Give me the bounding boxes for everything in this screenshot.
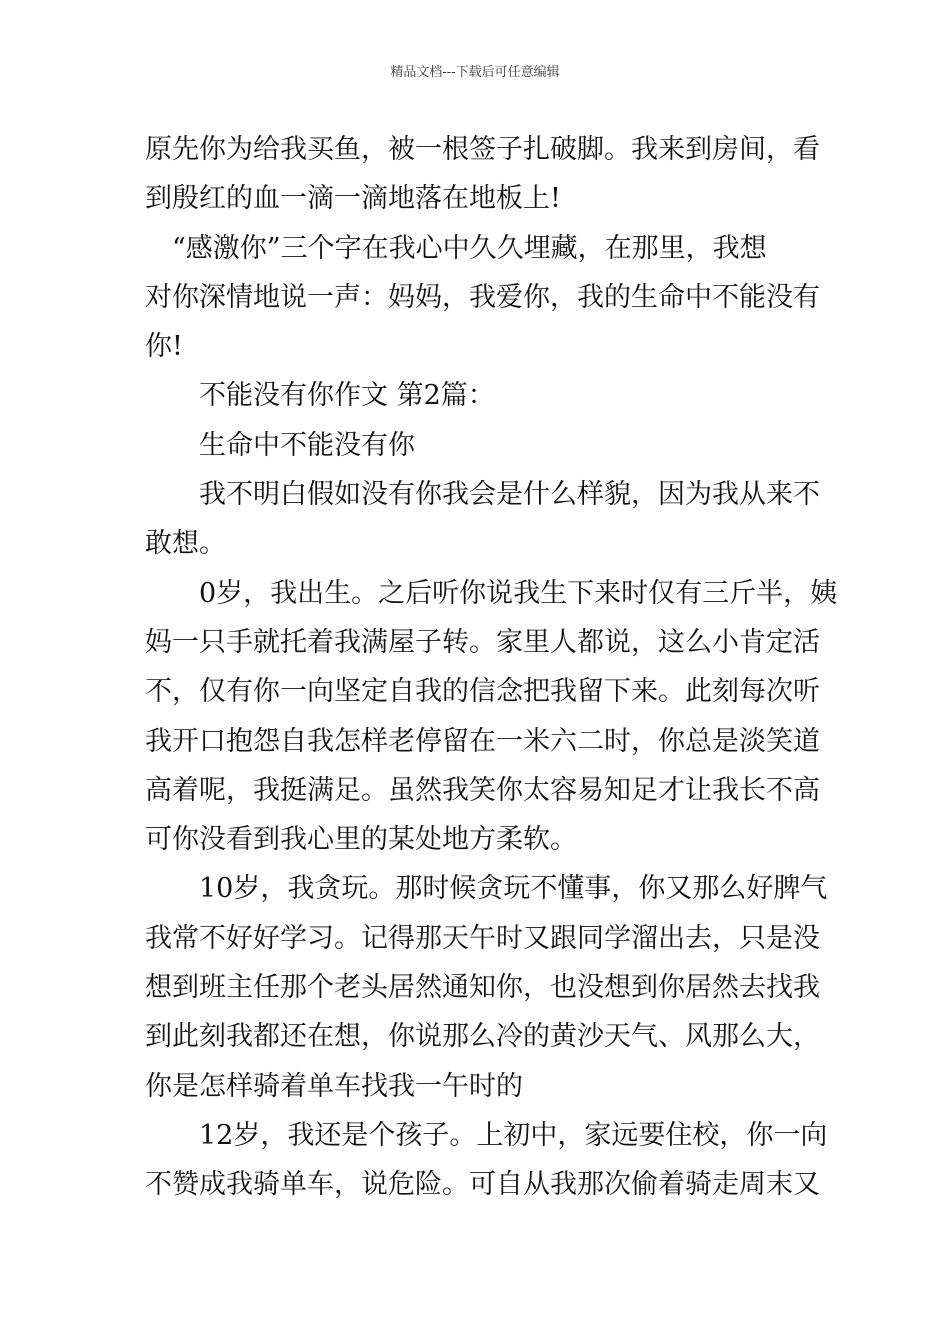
text-line: 对你深情地说一声：妈妈，我爱你，我的生命中不能没有 bbox=[145, 281, 820, 313]
text-line: 想到班主任那个老头居然通知你，也没想到你居然去找我 bbox=[145, 972, 820, 1004]
paragraph-3 bbox=[145, 470, 820, 569]
text-line: 我常不好好学习。记得那天午时又跟同学溜出去，只是没 bbox=[145, 922, 820, 954]
text-line: 到殷红的血一滴一滴地落在地板上! bbox=[145, 183, 561, 215]
text-line: 妈一只手就托着我满屋子转。家里人都说，这么小肯定活 bbox=[145, 626, 820, 658]
text-line: 0岁，我出生。之后听你说我生下来时仅有三斤半，姨 bbox=[145, 577, 838, 609]
paragraph-6 bbox=[145, 1111, 828, 1210]
text-line: 敢想。 bbox=[145, 528, 226, 560]
paragraph-1 bbox=[145, 125, 820, 224]
text-line: 12岁，我还是个孩子。上初中，家远要住校，你一向 bbox=[145, 1119, 828, 1151]
text-line: 你! bbox=[145, 331, 183, 363]
text-line: 我不明白假如没有你我会是什么样貌，因为我从来不 bbox=[145, 479, 820, 511]
text-line: 我开口抱怨自我怎样老停留在一米六二时，你总是淡笑道 bbox=[145, 725, 820, 757]
paragraph-5 bbox=[145, 864, 828, 1110]
header-text: 精品文档---下载后可任意编辑 bbox=[390, 65, 560, 80]
paragraph-4 bbox=[145, 569, 838, 865]
text-line: 高着呢，我挺满足。虽然我笑你太容易知足才让我长不高 bbox=[145, 774, 820, 806]
text-line: 10岁，我贪玩。那时候贪玩不懂事，你又那么好脾气 bbox=[145, 873, 828, 905]
text-line: 可你没看到我心里的某处地方柔软。 bbox=[145, 824, 577, 856]
text-line: 不赞成我骑单车，说危险。可自从我那次偷着骑走周末又 bbox=[145, 1169, 820, 1201]
text-line: 到此刻我都还在想，你说那么冷的黄沙天气、风那么大， bbox=[145, 1021, 820, 1053]
paragraph-2 bbox=[145, 224, 820, 372]
section-heading bbox=[145, 371, 810, 420]
text-line: 不能没有你作文 第2篇： bbox=[145, 380, 495, 412]
text-line: 你是怎样骑着单车找我一午时的 bbox=[145, 1070, 523, 1102]
document-body bbox=[145, 125, 838, 1210]
text-line: 不，仅有你一向坚定自我的信念把我留下来。此刻每次听 bbox=[145, 676, 820, 708]
page-header bbox=[0, 64, 950, 82]
text-line: 原先你为给我买鱼，被一根签子扎破脚。我来到房间，看 bbox=[145, 134, 820, 165]
text-line: 生命中不能没有你 bbox=[145, 429, 415, 461]
text-line: “感激你”三个字在我心中久久埋藏，在那里，我想 bbox=[145, 232, 767, 264]
essay-title bbox=[145, 421, 810, 470]
